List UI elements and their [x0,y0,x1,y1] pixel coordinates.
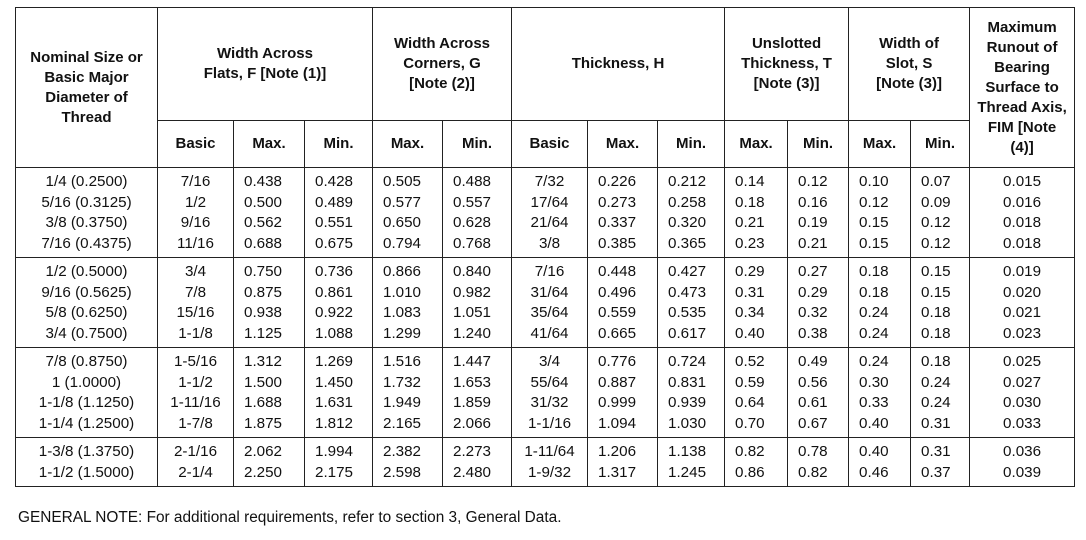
cell-value: 0.37 [921,463,951,481]
cell-value: 0.12 [798,173,828,190]
cell-value: 0.938 [244,304,283,321]
cell-value: 0.24 [859,324,889,342]
cell-value: 1-1/8 [178,324,213,342]
header-width-across-corners: Width Across Corners, G [Note (2)] [373,8,512,121]
cell-value: 0.23 [735,234,765,252]
cell-value: 0.52 [735,353,765,370]
cell-value: 0.628 [453,214,492,231]
cell-value: 0.016 [1003,193,1042,211]
runout-fim-cell [970,168,1075,258]
unslotted-max-cell [725,168,788,258]
cell-value: 0.982 [453,283,492,301]
thickness-max-cell [588,438,658,487]
cell-value: 0.18 [859,263,889,280]
cell-value: 31/32 [530,394,569,411]
general-note: GENERAL NOTE: For additional requirements, refer to section 3, General Data. [18,509,562,526]
cell-value: 0.617 [668,324,707,342]
cell-value: 0.34 [735,304,765,321]
cell-value: 0.939 [668,394,707,411]
cell-value: 7/32 [534,173,565,190]
thickness-basic-cell [512,168,588,258]
thickness-max-cell [588,258,658,348]
cell-value: 41/64 [530,324,569,342]
cell-value: 0.488 [453,173,492,190]
corners-min-cell [443,258,512,348]
cell-value: 2.480 [453,463,492,481]
cell-value: 1-1/4 (1.2500) [38,414,135,432]
unslotted-max-cell [725,258,788,348]
cell-value: 7/16 [534,263,565,280]
cell-value: 0.018 [1003,234,1042,252]
corners-min-cell [443,438,512,487]
cell-value: 0.30 [859,373,889,391]
cell-value: 0.559 [598,304,637,321]
slot-max-cell [849,168,911,258]
cell-value: 0.12 [859,193,889,211]
cell-value: 0.535 [668,304,707,321]
cell-value: 9/16 [180,214,211,231]
cell-value: 1-1/2 (1.5000) [38,463,135,481]
thickness-min-cell [658,258,725,348]
cell-value: 1.240 [453,324,492,342]
cell-value: 3/4 [538,353,561,370]
nominal-size-cell [16,438,158,487]
cell-value: 11/16 [177,234,214,252]
cell-value: 31/64 [530,283,569,301]
cell-value: 0.489 [315,193,354,211]
cell-value: 0.24 [921,394,951,411]
cell-value: 1.269 [315,353,354,370]
cell-value: 0.226 [598,173,637,190]
cell-value: 0.665 [598,324,637,342]
slot-min-cell [911,438,970,487]
cell-value: 0.212 [668,173,707,190]
thickness-min-cell [658,168,725,258]
cell-value: 1.450 [315,373,354,391]
cell-value: 1.631 [315,394,354,411]
header-width-across-flats: Width Across Flats, F [Note (1)] [158,8,373,121]
cell-value: 0.320 [668,214,707,231]
subheader-h-basic: Basic [512,121,588,168]
cell-value: 0.473 [668,283,707,301]
cell-value: 2.273 [453,443,492,460]
header-unslotted-thickness: Unslotted Thickness, T [Note (3)] [725,8,849,121]
cell-value: 0.61 [798,394,828,411]
flats-max-cell [234,348,305,438]
cell-value: 0.40 [859,443,889,460]
cell-value: 0.875 [244,283,283,301]
subheader-g-min: Min. [443,121,512,168]
cell-value: 2.165 [383,414,422,432]
corners-max-cell [373,438,443,487]
cell-value: 0.427 [668,263,707,280]
cell-value: 1-5/16 [173,353,218,370]
cell-value: 0.49 [798,353,828,370]
cell-value: 1/2 [184,193,207,211]
subheader-h-max: Max. [588,121,658,168]
cell-value: 0.273 [598,193,637,211]
cell-value: 1-1/8 (1.1250) [38,394,135,411]
table-row-group [16,348,1075,438]
cell-value: 0.887 [598,373,637,391]
cell-value: 1.317 [598,463,637,481]
cell-value: 1.500 [244,373,283,391]
cell-value: 15/16 [176,304,215,321]
cell-value: 0.09 [921,193,951,211]
cell-value: 0.675 [315,234,354,252]
cell-value: 0.724 [668,353,707,370]
cell-value: 2.598 [383,463,422,481]
cell-value: 1.206 [598,443,637,460]
cell-value: 1.094 [598,414,637,432]
cell-value: 0.70 [735,414,765,432]
thickness-min-cell [658,348,725,438]
cell-value: 0.14 [735,173,765,190]
cell-value: 7/8 (0.8750) [45,353,128,370]
cell-value: 0.023 [1003,324,1042,342]
subheader-t-min: Min. [788,121,849,168]
cell-value: 5/8 (0.6250) [45,304,128,321]
cell-value: 2.175 [315,463,354,481]
cell-value: 0.768 [453,234,492,252]
subheader-s-min: Min. [911,121,970,168]
cell-value: 3/8 [538,234,561,252]
cell-value: 0.24 [921,373,951,391]
cell-value: 0.688 [244,234,283,252]
cell-value: 0.15 [921,263,951,280]
cell-value: 0.030 [1003,394,1042,411]
unslotted-max-cell [725,438,788,487]
cell-value: 0.64 [735,394,765,411]
table-body [16,168,1075,487]
cell-value: 1.299 [383,324,422,342]
cell-value: 0.438 [244,173,283,190]
flats-min-cell [305,348,373,438]
cell-value: 1-1/16 [527,414,572,432]
cell-value: 0.385 [598,234,637,252]
subheader-g-max: Max. [373,121,443,168]
cell-value: 17/64 [530,193,569,211]
cell-value: 0.24 [859,353,889,370]
cell-value: 0.736 [315,263,354,280]
table-row-group [16,168,1075,258]
cell-value: 0.32 [798,304,828,321]
cell-value: 2.250 [244,463,283,481]
unslotted-min-cell [788,168,849,258]
cell-value: 0.18 [921,324,951,342]
cell-value: 0.29 [798,283,828,301]
nominal-size-cell [16,258,158,348]
cell-value: 0.18 [921,353,951,370]
cell-value: 0.750 [244,263,283,280]
cell-value: 0.794 [383,234,422,252]
cell-value: 0.12 [921,234,951,252]
flats-max-cell [234,258,305,348]
flats-min-cell [305,258,373,348]
cell-value: 2.066 [453,414,492,432]
slot-max-cell [849,348,911,438]
flats-max-cell [234,168,305,258]
cell-value: 0.018 [1003,214,1042,231]
subheader-h-min: Min. [658,121,725,168]
cell-value: 0.40 [735,324,765,342]
cell-value: 9/16 (0.5625) [41,283,132,301]
cell-value: 0.38 [798,324,828,342]
header-nominal-size: Nominal Size or Basic Major Diameter of Thread [16,8,158,168]
cell-value: 0.551 [315,214,354,231]
cell-value: 0.27 [798,263,828,280]
cell-value: 0.831 [668,373,707,391]
cell-value: 1-11/64 [524,443,575,460]
cell-value: 1.125 [244,324,283,342]
cell-value: 0.999 [598,394,637,411]
cell-value: 0.337 [598,214,637,231]
cell-value: 0.021 [1003,304,1042,321]
cell-value: 1.051 [453,304,492,321]
flats-basic-cell [158,348,234,438]
cell-value: 1.949 [383,394,422,411]
cell-value: 0.650 [383,214,422,231]
runout-fim-cell [970,438,1075,487]
flats-basic-cell [158,168,234,258]
cell-value: 0.24 [859,304,889,321]
cell-value: 0.29 [735,263,765,280]
subheader-f-max: Max. [234,121,305,168]
subheader-s-max: Max. [849,121,911,168]
cell-value: 0.31 [735,283,765,301]
cell-value: 0.562 [244,214,283,231]
cell-value: 1.138 [668,443,707,460]
cell-value: 0.428 [315,173,354,190]
runout-fim-cell [970,348,1075,438]
cell-value: 0.82 [735,443,765,460]
cell-value: 0.020 [1003,283,1042,301]
corners-max-cell [373,348,443,438]
cell-value: 2-1/16 [173,443,218,460]
slot-max-cell [849,438,911,487]
cell-value: 1-3/8 (1.3750) [38,443,135,460]
cell-value: 1/4 (0.2500) [45,173,128,190]
cell-value: 1-1/2 [178,373,213,391]
dimensions-table [15,7,1075,487]
cell-value: 0.16 [798,193,828,211]
cell-value: 0.40 [859,414,889,432]
cell-value: 0.78 [798,443,828,460]
cell-value: 0.015 [1003,173,1042,190]
cell-value: 2.382 [383,443,422,460]
cell-value: 1.083 [383,304,422,321]
corners-min-cell [443,348,512,438]
slot-min-cell [911,168,970,258]
cell-value: 0.500 [244,193,283,211]
cell-value: 1.447 [453,353,492,370]
cell-value: 1-9/32 [527,463,572,481]
cell-value: 0.10 [859,173,889,190]
cell-value: 2.062 [244,443,283,460]
cell-value: 0.039 [1003,463,1042,481]
header-thickness: Thickness, H [512,8,725,121]
thickness-min-cell [658,438,725,487]
cell-value: 0.21 [735,214,765,231]
runout-fim-cell [970,258,1075,348]
cell-value: 55/64 [530,373,569,391]
cell-value: 5/16 (0.3125) [41,193,132,211]
cell-value: 0.15 [859,234,889,252]
unslotted-min-cell [788,258,849,348]
cell-value: 3/4 (0.7500) [45,324,128,342]
slot-min-cell [911,258,970,348]
cell-value: 0.18 [735,193,765,211]
header-width-of-slot: Width of Slot, S [Note (3)] [849,8,970,121]
cell-value: 0.496 [598,283,637,301]
cell-value: 1 (1.0000) [51,373,122,391]
unslotted-min-cell [788,348,849,438]
flats-basic-cell [158,258,234,348]
cell-value: 0.86 [735,463,765,481]
cell-value: 1.994 [315,443,354,460]
cell-value: 1.875 [244,414,283,432]
flats-min-cell [305,438,373,487]
header-max-runout: Maximum Runout of Bearing Surface to Thread Axis, FIM [Note (4)] [970,8,1075,168]
cell-value: 0.027 [1003,373,1042,391]
cell-value: 1.516 [383,353,422,370]
cell-value: 0.033 [1003,414,1042,432]
cell-value: 0.67 [798,414,828,432]
unslotted-max-cell [725,348,788,438]
cell-value: 7/16 (0.4375) [41,234,132,252]
corners-max-cell [373,168,443,258]
cell-value: 7/8 [184,283,207,301]
cell-value: 0.557 [453,193,492,211]
table-row-group [16,258,1075,348]
cell-value: 1.030 [668,414,707,432]
slot-min-cell [911,348,970,438]
cell-value: 0.365 [668,234,707,252]
flats-basic-cell [158,438,234,487]
cell-value: 0.18 [859,283,889,301]
cell-value: 1.812 [315,414,354,432]
cell-value: 3/4 [184,263,207,280]
cell-value: 0.505 [383,173,422,190]
cell-value: 0.861 [315,283,354,301]
cell-value: 0.31 [921,443,951,460]
cell-value: 0.07 [921,173,951,190]
cell-value: 0.31 [921,414,951,432]
cell-value: 1.312 [244,353,283,370]
subheader-f-min: Min. [305,121,373,168]
cell-value: 0.840 [453,263,492,280]
flats-max-cell [234,438,305,487]
cell-value: 0.025 [1003,353,1042,370]
cell-value: 0.15 [859,214,889,231]
cell-value: 0.46 [859,463,889,481]
cell-value: 1.245 [668,463,707,481]
cell-value: 0.577 [383,193,422,211]
cell-value: 0.21 [798,234,828,252]
nominal-size-cell [16,348,158,438]
cell-value: 0.15 [921,283,951,301]
cell-value: 1.010 [383,283,422,301]
thickness-basic-cell [512,348,588,438]
cell-value: 0.922 [315,304,354,321]
thickness-max-cell [588,348,658,438]
cell-value: 0.12 [921,214,951,231]
cell-value: 1.653 [453,373,492,391]
corners-max-cell [373,258,443,348]
unslotted-min-cell [788,438,849,487]
cell-value: 0.036 [1003,443,1042,460]
cell-value: 1-7/8 [178,414,213,432]
slot-max-cell [849,258,911,348]
cell-value: 0.82 [798,463,828,481]
cell-value: 0.258 [668,193,707,211]
cell-value: 7/16 [180,173,211,190]
cell-value: 0.448 [598,263,637,280]
cell-value: 1.859 [453,394,492,411]
cell-value: 0.59 [735,373,765,391]
cell-value: 1.088 [315,324,354,342]
cell-value: 1-11/16 [170,394,221,411]
cell-value: 35/64 [530,304,569,321]
subheader-t-max: Max. [725,121,788,168]
cell-value: 21/64 [530,214,569,231]
thickness-basic-cell [512,258,588,348]
nominal-size-cell [16,168,158,258]
cell-value: 0.019 [1003,263,1042,280]
cell-value: 2-1/4 [178,463,213,481]
cell-value: 1.732 [383,373,422,391]
cell-value: 3/8 (0.3750) [45,214,128,231]
cell-value: 0.56 [798,373,828,391]
corners-min-cell [443,168,512,258]
thickness-max-cell [588,168,658,258]
cell-value: 0.19 [798,214,828,231]
flats-min-cell [305,168,373,258]
table-row-group [16,438,1075,487]
cell-value: 1.688 [244,394,283,411]
cell-value: 0.866 [383,263,422,280]
cell-value: 0.33 [859,394,889,411]
thickness-basic-cell [512,438,588,487]
subheader-f-basic: Basic [158,121,234,168]
cell-value: 1/2 (0.5000) [45,263,128,280]
cell-value: 0.776 [598,353,637,370]
cell-value: 0.18 [921,304,951,321]
